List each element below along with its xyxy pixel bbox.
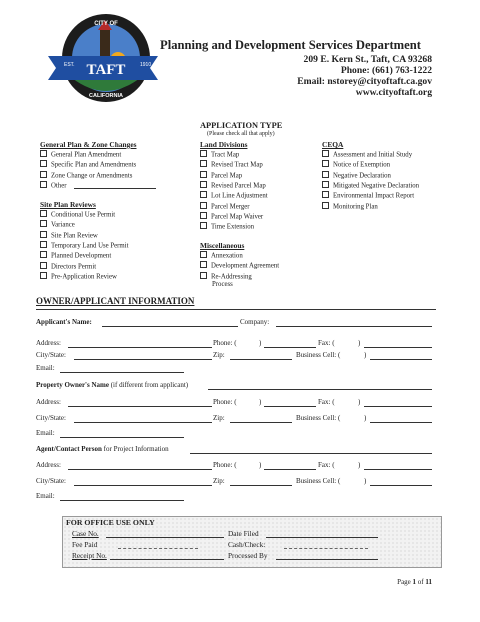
- page-number: Page 1 of 11: [397, 578, 432, 586]
- checkbox[interactable]: [322, 191, 329, 198]
- checkbox-item[interactable]: [40, 231, 128, 241]
- processed-by-field[interactable]: [276, 559, 378, 560]
- checkbox-item[interactable]: [322, 191, 419, 201]
- checkbox-item[interactable]: [40, 241, 128, 251]
- address-field[interactable]: [68, 469, 212, 470]
- email-field[interactable]: [60, 500, 184, 501]
- city-state-label: City/State:: [36, 351, 66, 359]
- owner-section-title: OWNER/APPLICANT INFORMATION: [36, 296, 195, 306]
- fax-label: Fax: (: [318, 398, 335, 406]
- phone-field[interactable]: [264, 469, 316, 470]
- applicant-name-label: Applicant's Name:: [36, 318, 92, 326]
- owner-section-rule: [36, 309, 436, 310]
- checkbox[interactable]: [40, 262, 47, 269]
- checkbox-label: Assessment and Initial Study: [333, 151, 413, 159]
- checkbox-item[interactable]: [322, 171, 419, 181]
- checkbox[interactable]: [200, 212, 207, 219]
- address-label: Address:: [36, 461, 61, 469]
- checkbox[interactable]: [40, 171, 47, 178]
- fee-paid-label: Fee Paid: [72, 540, 98, 549]
- checkbox[interactable]: [40, 181, 47, 188]
- checkbox-item[interactable]: [40, 272, 128, 282]
- processed-by-label: Processed By: [228, 551, 268, 560]
- checkbox[interactable]: [200, 191, 207, 198]
- checkbox[interactable]: [200, 150, 207, 157]
- checkbox-item[interactable]: [40, 150, 136, 160]
- checkbox[interactable]: [40, 241, 47, 248]
- checkbox-item[interactable]: [40, 160, 136, 170]
- checkbox-label: Development Agreement: [211, 262, 280, 270]
- phone-paren: ): [259, 461, 262, 469]
- readdress-process-label: Process: [212, 281, 233, 289]
- checkbox-label: Lot Line Adjustment: [211, 192, 268, 200]
- receipt-no-field[interactable]: [110, 559, 224, 560]
- checkbox-label: Tract Map: [211, 151, 240, 159]
- checkbox[interactable]: [200, 251, 207, 258]
- office-use-title: FOR OFFICE USE ONLY: [66, 518, 155, 527]
- business-cell-field[interactable]: [370, 422, 432, 423]
- miscellaneous-heading: Miscellaneous: [200, 241, 245, 250]
- fee-paid-field[interactable]: [118, 548, 198, 550]
- case-no-field[interactable]: [106, 537, 224, 538]
- email-field[interactable]: [60, 372, 184, 373]
- land-divisions-heading: Land Divisions: [200, 140, 248, 149]
- applicant-name-field[interactable]: [102, 326, 238, 327]
- ceqa-list: [322, 150, 419, 212]
- site-plan-heading: Site Plan Reviews: [40, 200, 96, 209]
- fax-field[interactable]: [364, 469, 432, 470]
- checkbox-item[interactable]: [40, 171, 136, 181]
- fax-field[interactable]: [364, 347, 432, 348]
- checkbox-item[interactable]: [40, 220, 128, 230]
- phone-field[interactable]: [264, 347, 316, 348]
- fax-field[interactable]: [364, 406, 432, 407]
- checkbox-label: Revised Tract Map: [211, 161, 263, 169]
- checkbox-label: Parcel Map Waiver: [211, 213, 264, 221]
- checkbox-label: Revised Parcel Map: [211, 182, 266, 190]
- department-email[interactable]: Email: nstorey@cityoftaft.ca.gov: [297, 76, 432, 87]
- seal-city-name: TAFT: [86, 62, 126, 78]
- phone-label: Phone: (: [213, 398, 237, 406]
- checkbox[interactable]: [200, 261, 207, 268]
- checkbox-label: Temporary Land Use Permit: [51, 242, 129, 250]
- zip-field[interactable]: [230, 359, 292, 360]
- property-owner-field[interactable]: [208, 389, 432, 390]
- checkbox[interactable]: [200, 160, 207, 167]
- general-plan-heading: General Plan & Zone Changes: [40, 140, 137, 149]
- checkbox-label: Site Plan Review: [51, 232, 98, 240]
- checkbox[interactable]: [200, 222, 207, 229]
- checkbox-item[interactable]: [40, 210, 128, 220]
- checkbox-label: Annexation: [211, 252, 243, 260]
- other-input-line[interactable]: [74, 188, 156, 189]
- checkbox-label: Zone Change or Amendments: [51, 172, 133, 180]
- business-cell-label: Business Cell: (: [296, 351, 341, 359]
- checkbox-item[interactable]: [200, 261, 279, 271]
- miscellaneous-list: [200, 251, 279, 290]
- agent-contact-field[interactable]: [190, 453, 432, 454]
- checkbox-item[interactable]: [40, 262, 128, 272]
- checkbox-label: Mitigated Negative Declaration: [333, 182, 420, 190]
- checkbox[interactable]: [40, 272, 47, 279]
- address-label: Address:: [36, 339, 61, 347]
- city-state-field[interactable]: [74, 359, 212, 360]
- email-label: Email:: [36, 429, 55, 437]
- zip-label: Zip:: [213, 477, 225, 485]
- checkbox-label: Planned Development: [51, 252, 112, 260]
- phone-field[interactable]: [264, 406, 316, 407]
- seal-top-text: CITY OF: [94, 21, 118, 27]
- checkbox[interactable]: [200, 171, 207, 178]
- checkbox-item[interactable]: [322, 181, 419, 191]
- checkbox[interactable]: [40, 210, 47, 217]
- zip-field[interactable]: [230, 485, 292, 486]
- checkbox[interactable]: [40, 150, 47, 157]
- department-title: Planning and Development Services Department: [160, 38, 421, 52]
- checkbox[interactable]: [200, 272, 207, 279]
- city-state-label: City/State:: [36, 477, 66, 485]
- business-cell-field[interactable]: [370, 485, 432, 486]
- zip-label: Zip:: [213, 414, 225, 422]
- email-label: Email:: [36, 364, 55, 372]
- address-field[interactable]: [68, 347, 212, 348]
- checkbox-item[interactable]: [200, 150, 268, 160]
- checkbox-label: Variance: [51, 221, 75, 229]
- land-divisions-list: [200, 150, 268, 233]
- business-cell-field[interactable]: [370, 359, 432, 360]
- agent-contact-label: Agent/Contact Person for Project Information: [36, 445, 169, 453]
- department-phone: Phone: (661) 763-1222: [340, 65, 432, 76]
- fax-paren: ): [358, 461, 361, 469]
- checkbox-item[interactable]: [322, 202, 419, 212]
- checkbox-label: Notice of Exemption: [333, 161, 391, 169]
- checkbox-item[interactable]: [200, 202, 268, 212]
- city-state-field[interactable]: [74, 422, 212, 423]
- zip-label: Zip:: [213, 351, 225, 359]
- email-field[interactable]: [60, 437, 184, 438]
- seal-est: EST.: [64, 62, 75, 68]
- business-cell-label: Business Cell: (: [296, 477, 341, 485]
- date-filed-label: Date Filed: [228, 529, 259, 538]
- checkbox[interactable]: [322, 171, 329, 178]
- seal-year: 1910: [140, 62, 152, 68]
- checkbox-label: Pre-Application Review: [51, 273, 117, 281]
- case-no-label: Case No.: [72, 529, 99, 538]
- ceqa-heading: CEQA: [322, 140, 344, 149]
- business-cell-paren: ): [364, 351, 367, 359]
- receipt-no-label: Receipt No.: [72, 551, 107, 560]
- checkbox[interactable]: [40, 160, 47, 167]
- phone-paren: ): [259, 339, 262, 347]
- checkbox[interactable]: [200, 202, 207, 209]
- checkbox[interactable]: [40, 251, 47, 258]
- checkbox-label: Monitoring Plan: [333, 203, 378, 211]
- checkbox-label: Specific Plan and Amendments: [51, 161, 137, 169]
- checkbox-item[interactable]: [200, 171, 268, 181]
- checkbox[interactable]: [200, 181, 207, 188]
- zip-field[interactable]: [230, 422, 292, 423]
- company-label: Company:: [240, 318, 270, 326]
- cash-check-label: Cash/Check:: [228, 540, 266, 549]
- site-plan-list: [40, 210, 128, 282]
- checkbox[interactable]: [40, 220, 47, 227]
- checkbox-item[interactable]: [40, 181, 136, 191]
- business-cell-paren: ): [364, 414, 367, 422]
- city-state-field[interactable]: [74, 485, 212, 486]
- checkbox-item[interactable]: [322, 150, 419, 160]
- application-type-subtitle: (Please check all that apply): [207, 131, 275, 137]
- checkbox-item[interactable]: [200, 251, 279, 261]
- seal-state: CALIFORNIA: [89, 93, 123, 99]
- checkbox-label: Negative Declaration: [333, 172, 391, 180]
- checkbox-label: Directors Permit: [51, 263, 97, 271]
- checkbox-label: Time Extension: [211, 223, 254, 231]
- checkbox-label: Environmental Impact Report: [333, 192, 415, 200]
- company-field[interactable]: [276, 326, 432, 327]
- date-filed-field[interactable]: [266, 537, 378, 538]
- application-type-title: APPLICATION TYPE: [200, 121, 283, 130]
- checkbox-label: Re-Addressing: [211, 273, 252, 281]
- checkbox-item[interactable]: [322, 160, 419, 170]
- checkbox-label: Parcel Map: [211, 172, 243, 180]
- checkbox-item[interactable]: [200, 181, 268, 191]
- phone-paren: ): [259, 398, 262, 406]
- business-cell-paren: ): [364, 477, 367, 485]
- fax-paren: ): [358, 398, 361, 406]
- department-address: 209 E. Kern St., Taft, CA 93268: [303, 54, 432, 65]
- email-label: Email:: [36, 492, 55, 500]
- phone-label: Phone: (: [213, 339, 237, 347]
- checkbox[interactable]: [322, 181, 329, 188]
- checkbox-item[interactable]: [200, 222, 268, 232]
- fax-label: Fax: (: [318, 339, 335, 347]
- checkbox[interactable]: [322, 150, 329, 157]
- phone-label: Phone: (: [213, 461, 237, 469]
- address-label: Address:: [36, 398, 61, 406]
- general-plan-list: [40, 150, 136, 191]
- checkbox-label: General Plan Amendment: [51, 151, 122, 159]
- fax-label: Fax: (: [318, 461, 335, 469]
- checkbox-item[interactable]: [40, 251, 128, 261]
- checkbox-label: Conditional Use Permit: [51, 211, 116, 219]
- checkbox[interactable]: [322, 202, 329, 209]
- cash-check-field[interactable]: [284, 548, 368, 550]
- business-cell-label: Business Cell: (: [296, 414, 341, 422]
- address-field[interactable]: [68, 406, 212, 407]
- checkbox-item[interactable]: [200, 212, 268, 222]
- checkbox-item[interactable]: [200, 160, 268, 170]
- checkbox-label: Parcel Merger: [211, 203, 250, 211]
- city-state-label: City/State:: [36, 414, 66, 422]
- department-website[interactable]: www.cityoftaft.org: [355, 87, 432, 98]
- checkbox-item[interactable]: [200, 191, 268, 201]
- city-seal-logo: [48, 8, 158, 108]
- fax-paren: ): [358, 339, 361, 347]
- property-owner-label: Property Owner's Name (if different from applicant): [36, 381, 189, 389]
- checkbox[interactable]: [40, 231, 47, 238]
- checkbox-label: Other: [51, 182, 67, 190]
- checkbox[interactable]: [322, 160, 329, 167]
